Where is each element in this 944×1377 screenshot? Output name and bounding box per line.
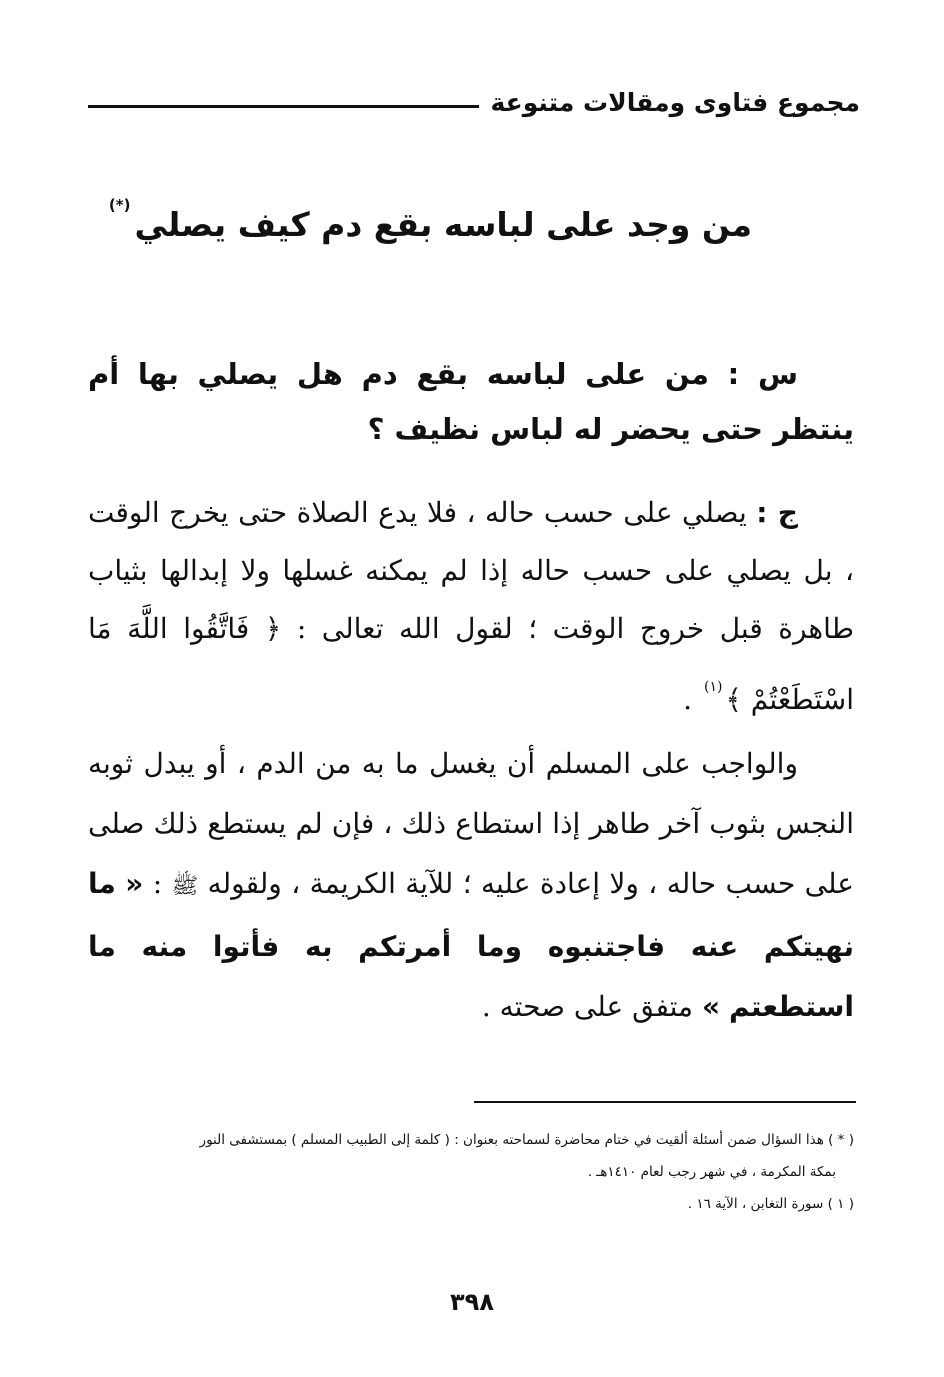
footnotes bbox=[100, 1124, 854, 1220]
hadith-attribution: متفق على صحته . bbox=[481, 990, 694, 1023]
question-text: س : من على لباسه بقع دم هل يصلي بها أم ينتظر حتى يحضر له لباس نظيف ؟ bbox=[88, 357, 854, 446]
book-title: مجموع فتاوى ومقالات متنوعة bbox=[490, 87, 860, 117]
chapter-title-text: من وجد على لباسه بقع دم كيف يصلي bbox=[134, 205, 752, 244]
running-header bbox=[88, 80, 860, 124]
question-paragraph bbox=[88, 347, 854, 457]
chapter-footnote-marker: (*) bbox=[108, 196, 131, 214]
answer-end: . bbox=[683, 683, 693, 716]
footnote-ref-1: (١) bbox=[703, 679, 723, 695]
salawat-glyph: ﷺ bbox=[171, 874, 199, 899]
page-number: ٣٩٨ bbox=[450, 1288, 494, 1316]
footnote-star: ( * ) هذا السؤال ضمن أسئلة ألقيت في ختام محاضرة لسماحته بعنوان : ( كلمة إلى الطبيب المسلم ) بمستشفى النور bbox=[199, 1132, 854, 1148]
answer-text: يصلي على حسب حاله ، فلا يدع الصلاة حتى يخرج الوقت ، بل يصلي على حسب حاله إذا لم يمكنه غسلها ولا إبدالها بثياب طاهرة قبل خروج الوقت ؛ لقول الله تعالى : bbox=[88, 496, 854, 645]
hadith-close-quote: » bbox=[701, 990, 721, 1023]
second-paragraph bbox=[88, 734, 854, 1037]
answer-paragraph bbox=[88, 484, 854, 729]
footnote-rule bbox=[474, 1101, 856, 1103]
hadith-open-quote: « bbox=[125, 867, 144, 900]
footnote-star-continued: بمكة المكرمة ، في شهر رجب لعام ١٤١٠هـ . bbox=[587, 1164, 836, 1180]
quran-verse: فَاتَّقُوا اللَّهَ مَا اسْتَطَعْتُمْ bbox=[88, 612, 854, 716]
quran-open-bracket: ﴿ bbox=[264, 612, 282, 645]
answer-lead: ج : bbox=[756, 496, 798, 529]
chapter-title bbox=[88, 196, 752, 244]
header-rule bbox=[88, 105, 479, 108]
hadith-text: ما نهيتكم عنه فاجتنبوه وما أمرتكم به فأتوا منه ما استطعتم bbox=[88, 867, 854, 1023]
footnote-1: ( ١ ) سورة التغابن ، الآية ١٦ . bbox=[687, 1196, 854, 1212]
colon: : bbox=[152, 867, 163, 900]
quran-close-bracket: ﴾ bbox=[725, 683, 742, 716]
second-paragraph-text: والواجب على المسلم أن يغسل ما به من الدم ، أو يبدل ثوبه النجس بثوب آخر طاهر إذا استطاع ذلك ، فإن لم يستطع ذلك صلى على حسب حاله ، ولا إعادة عليه ؛ للآية الكريمة ، ولقوله bbox=[88, 747, 854, 900]
